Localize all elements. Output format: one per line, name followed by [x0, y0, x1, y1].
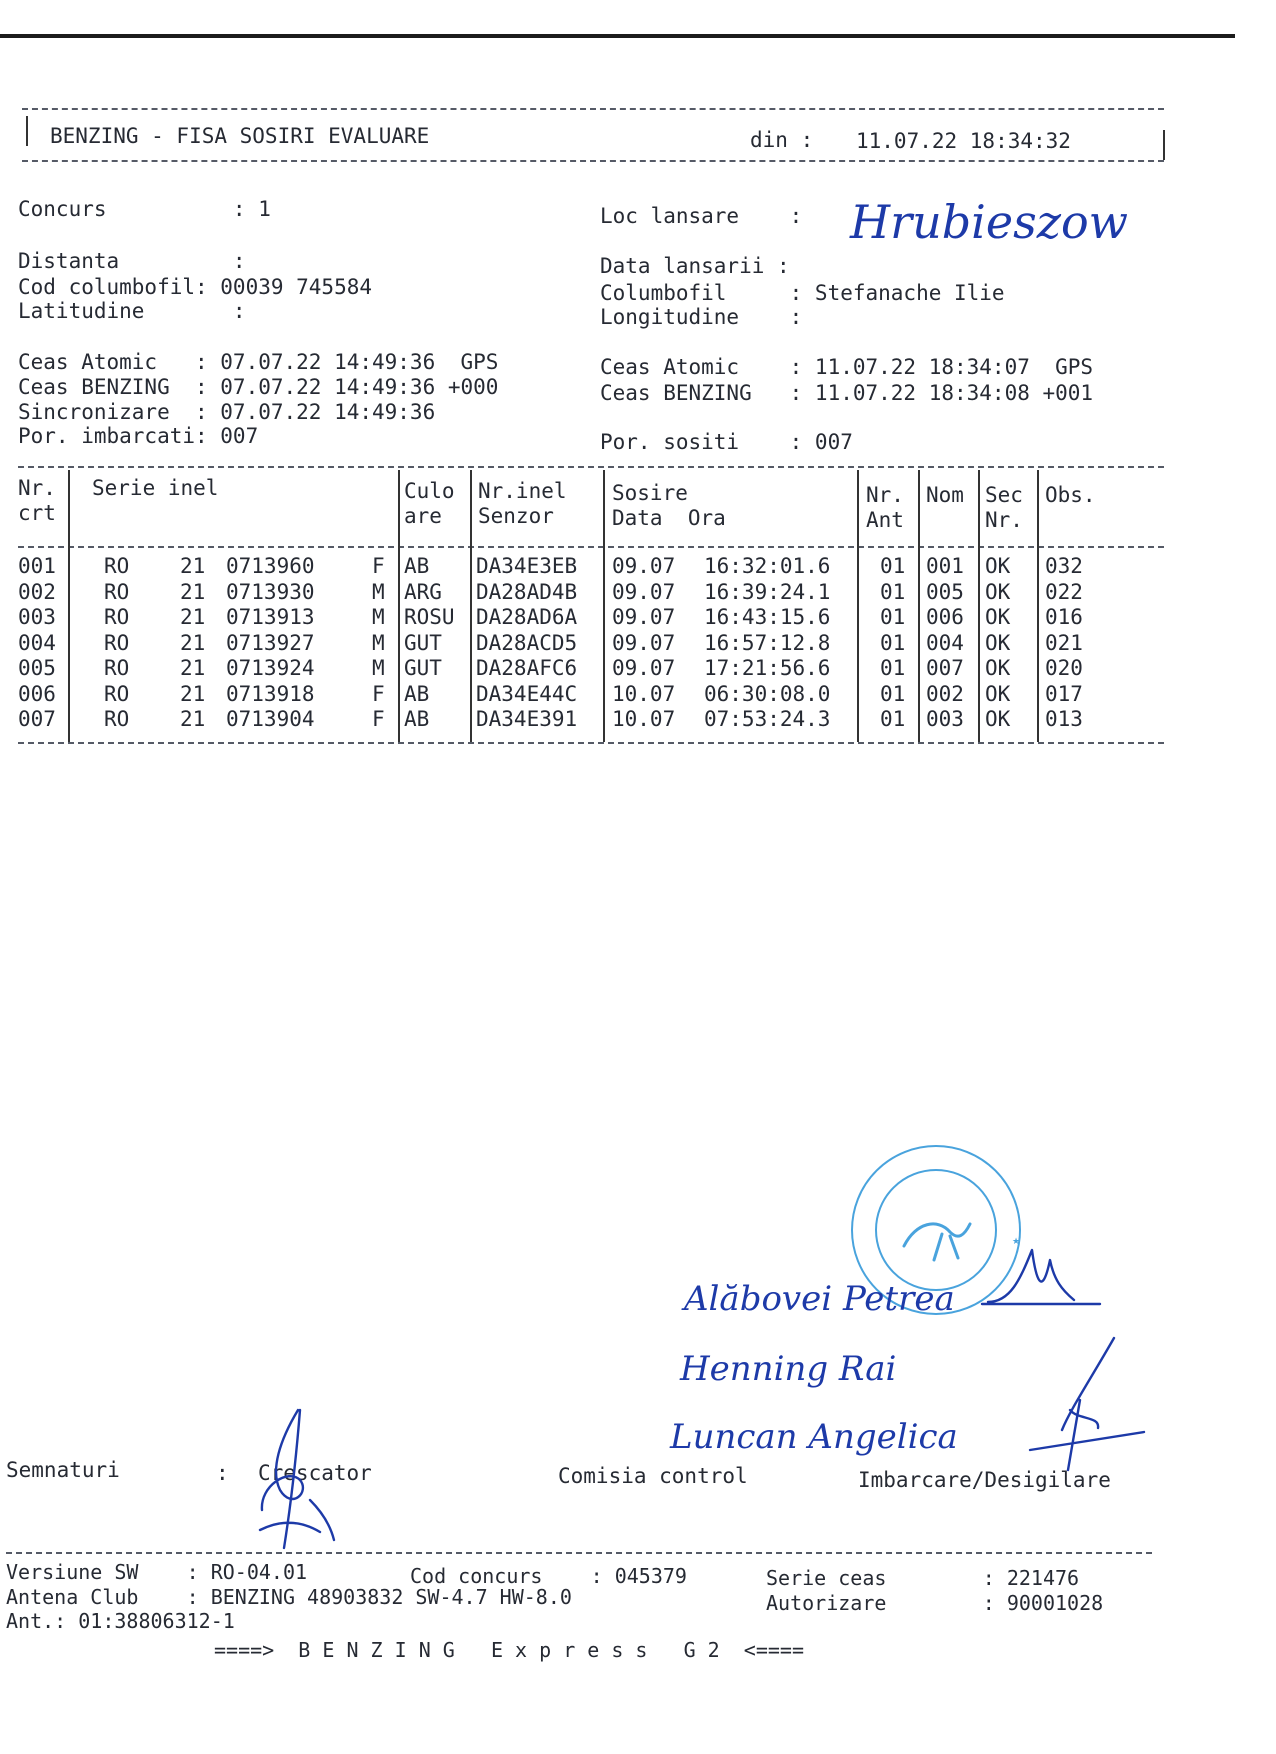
crescator-signature	[240, 1400, 360, 1550]
col-header-sosire: Sosire	[612, 481, 688, 505]
col-divider	[978, 470, 980, 742]
col-divider	[1037, 470, 1039, 742]
ceas-atomic-end: Ceas Atomic : 11.07.22 18:34:07 GPS	[600, 355, 1094, 379]
row-nom: 006	[926, 605, 964, 629]
concurs-field: Concurs : 1	[18, 197, 271, 221]
latitudine-field: Latitudine :	[18, 299, 246, 323]
row-time: 07:53:24.3	[704, 707, 831, 731]
col-header-sec-nr: Nr.	[985, 508, 1023, 532]
col-header-sec: Sec	[985, 483, 1023, 507]
loc-lansare-value: Hrubieszow	[850, 195, 1129, 249]
signatures-colon: :	[216, 1461, 229, 1485]
row-obs: 022	[1045, 579, 1083, 604]
row-sec: OK	[985, 579, 1011, 604]
row-number: 001	[18, 554, 56, 578]
row-ring: 0713918	[226, 681, 315, 706]
row-country: RO	[104, 630, 130, 655]
row-sec: OK	[985, 707, 1011, 731]
row-sec: OK	[985, 656, 1011, 680]
row-obs: 021	[1045, 630, 1083, 655]
row-time: 16:43:15.6	[704, 605, 831, 629]
row-ring: 0713904	[226, 707, 315, 731]
row-sex: M	[372, 630, 385, 655]
commission-name-1: Alăbovei Petrea	[684, 1279, 955, 1319]
sositi-field: Por. sositi : 007	[600, 430, 853, 454]
row-nom: 004	[926, 630, 964, 655]
table-rule-bottom	[18, 742, 1164, 744]
row-ring: 0713930	[226, 579, 315, 604]
header-border-bottom	[22, 160, 1164, 162]
table-rule-header	[18, 546, 1164, 548]
row-obs: 032	[1045, 554, 1083, 578]
row-year: 21	[180, 656, 206, 680]
commission-signature-2	[1030, 1338, 1144, 1470]
row-time: 16:57:12.8	[704, 630, 831, 655]
row-year: 21	[180, 554, 206, 578]
row-date: 09.07	[612, 554, 676, 578]
antena-id: Ant.: 01:38806312-1	[6, 1609, 235, 1633]
col-divider	[918, 470, 920, 742]
row-country: RO	[104, 681, 130, 706]
row-color: AB	[404, 681, 430, 706]
row-number: 003	[18, 605, 56, 629]
crescator-signature-stroke	[260, 1410, 334, 1548]
stamp-star-icon: ★	[1012, 1237, 1021, 1247]
imbarcati-field: Por. imbarcati: 007	[18, 424, 259, 448]
row-ring: 0713960	[226, 554, 315, 578]
imbarcare-label: Imbarcare/Desigilare	[858, 1468, 1111, 1492]
footer-rule	[6, 1552, 1152, 1554]
commission-name-2: Henning Rai	[680, 1349, 897, 1389]
row-ring: 0713927	[226, 630, 315, 655]
row-ring: 0713924	[226, 656, 315, 680]
row-ant: 01	[880, 579, 906, 604]
commission-signature-1	[982, 1250, 1100, 1304]
row-ant: 01	[880, 554, 906, 578]
columbofil-field: Columbofil : Stefanache Ilie	[600, 281, 1005, 305]
row-obs: 013	[1045, 707, 1083, 731]
row-sex: F	[372, 707, 385, 731]
row-time: 17:21:56.6	[704, 656, 831, 680]
row-ant: 01	[880, 630, 906, 655]
sincronizare-field: Sincronizare : 07.07.22 14:49:36	[18, 400, 436, 424]
row-obs: 020	[1045, 656, 1083, 680]
row-date: 09.07	[612, 605, 676, 629]
crescator-label: Crescator	[258, 1461, 372, 1485]
row-date: 10.07	[612, 681, 676, 706]
row-time: 06:30:08.0	[704, 681, 831, 706]
header-border-left	[26, 116, 28, 146]
row-ant: 01	[880, 656, 906, 680]
row-country: RO	[104, 656, 130, 680]
ceas-benzing-end: Ceas BENZING : 11.07.22 18:34:08 +001	[600, 381, 1094, 405]
row-country: RO	[104, 707, 130, 731]
data-lansarii-field: Data lansarii :	[600, 254, 790, 278]
row-nom: 007	[926, 656, 964, 680]
row-sensor: DA28AFC6	[476, 656, 578, 680]
page-title: BENZING - FISA SOSIRI EVALUARE	[50, 124, 430, 148]
row-number: 002	[18, 579, 56, 604]
row-sensor: DA28AD6A	[476, 605, 578, 629]
row-color: ARG	[404, 579, 442, 604]
row-sex: M	[372, 579, 385, 604]
versiune-sw: Versiune SW : RO-04.01	[6, 1560, 308, 1584]
col-header-crt: crt	[18, 501, 56, 525]
row-year: 21	[180, 579, 206, 604]
row-ring: 0713913	[226, 605, 315, 629]
row-number: 005	[18, 656, 56, 680]
row-year: 21	[180, 605, 206, 629]
row-color: ROSU	[404, 605, 455, 629]
col-header-senzor: Senzor	[478, 504, 554, 528]
col-header-nom: Nom	[926, 483, 964, 507]
loc-lansare-field: Loc lansare :	[600, 204, 803, 228]
comisia-control-label: Comisia control	[558, 1464, 748, 1488]
row-date: 10.07	[612, 707, 676, 731]
row-ant: 01	[880, 681, 906, 706]
row-sex: F	[372, 681, 385, 706]
row-sensor: DA34E391	[476, 707, 578, 731]
row-date: 09.07	[612, 656, 676, 680]
row-ant: 01	[880, 707, 906, 731]
row-color: GUT	[404, 630, 442, 655]
row-sec: OK	[985, 554, 1011, 578]
row-sensor: DA28AD4B	[476, 579, 578, 604]
date-label: din :	[750, 128, 814, 152]
cod-columbofil-field: Cod columbofil: 00039 745584	[18, 275, 373, 299]
row-sensor: DA34E44C	[476, 681, 578, 706]
footer-banner: ====> B E N Z I N G E x p r e s s G 2 <====	[214, 1638, 805, 1662]
row-nom: 005	[926, 579, 964, 604]
row-year: 21	[180, 681, 206, 706]
col-divider	[398, 470, 400, 742]
col-header-nr: Nr.	[18, 476, 56, 500]
row-color: AB	[404, 707, 430, 731]
col-header-culo: Culo	[404, 479, 455, 503]
row-sex: F	[372, 554, 385, 578]
loc-lansare-handwritten	[840, 190, 1160, 270]
col-header-nr-inel: Nr.inel	[478, 479, 567, 503]
row-number: 004	[18, 630, 56, 655]
row-sex: M	[372, 605, 385, 629]
col-divider	[68, 470, 70, 742]
row-sec: OK	[985, 681, 1011, 706]
col-header-nr-ant: Nr.	[866, 483, 904, 507]
col-divider	[470, 470, 472, 742]
row-sec: OK	[985, 605, 1011, 629]
row-ant: 01	[880, 605, 906, 629]
row-sensor: DA28ACD5	[476, 630, 578, 655]
commission-handwriting	[670, 1220, 1150, 1480]
row-nom: 001	[926, 554, 964, 578]
row-country: RO	[104, 554, 130, 578]
col-header-ant: Ant	[866, 508, 904, 532]
row-color: GUT	[404, 656, 442, 680]
header-border-top	[22, 108, 1164, 110]
table-rule-top	[18, 466, 1164, 468]
ceas-benzing-start: Ceas BENZING : 07.07.22 14:49:36 +000	[18, 375, 499, 399]
row-obs: 016	[1045, 605, 1083, 629]
row-number: 006	[18, 681, 56, 706]
serie-ceas: Serie ceas : 221476	[766, 1566, 1080, 1590]
row-nom: 003	[926, 707, 964, 731]
row-nom: 002	[926, 681, 964, 706]
row-sex: M	[372, 656, 385, 680]
row-country: RO	[104, 605, 130, 629]
row-date: 09.07	[612, 630, 676, 655]
row-sec: OK	[985, 630, 1011, 655]
row-sensor: DA34E3EB	[476, 554, 578, 578]
ceas-atomic-start: Ceas Atomic : 07.07.22 14:49:36 GPS	[18, 350, 499, 374]
longitudine-field: Longitudine :	[600, 305, 803, 329]
row-time: 16:32:01.6	[704, 554, 831, 578]
antena-club: Antena Club : BENZING 48903832 SW-4.7 HW-8.0	[6, 1585, 572, 1609]
commission-name-3: Luncan Angelica	[670, 1417, 958, 1457]
row-time: 16:39:24.1	[704, 579, 831, 604]
col-header-data-ora: Data Ora	[612, 506, 726, 530]
cod-concurs: Cod concurs : 045379	[410, 1564, 687, 1588]
signatures-label: Semnaturi	[6, 1458, 120, 1482]
row-year: 21	[180, 630, 206, 655]
header-border-right	[1163, 130, 1165, 160]
row-country: RO	[104, 579, 130, 604]
row-color: AB	[404, 554, 430, 578]
col-divider	[603, 470, 605, 742]
date-value: 11.07.22 18:34:32	[856, 129, 1071, 153]
row-number: 007	[18, 707, 56, 731]
row-obs: 017	[1045, 681, 1083, 706]
row-date: 09.07	[612, 579, 676, 604]
col-header-obs: Obs.	[1045, 483, 1096, 507]
distanta-field: Distanta :	[18, 249, 246, 273]
col-header-serie: Serie inel	[92, 476, 219, 500]
top-rule	[0, 34, 1235, 38]
col-header-are: are	[404, 504, 442, 528]
col-divider	[857, 470, 859, 742]
row-year: 21	[180, 707, 206, 731]
autorizare: Autorizare : 90001028	[766, 1591, 1104, 1615]
